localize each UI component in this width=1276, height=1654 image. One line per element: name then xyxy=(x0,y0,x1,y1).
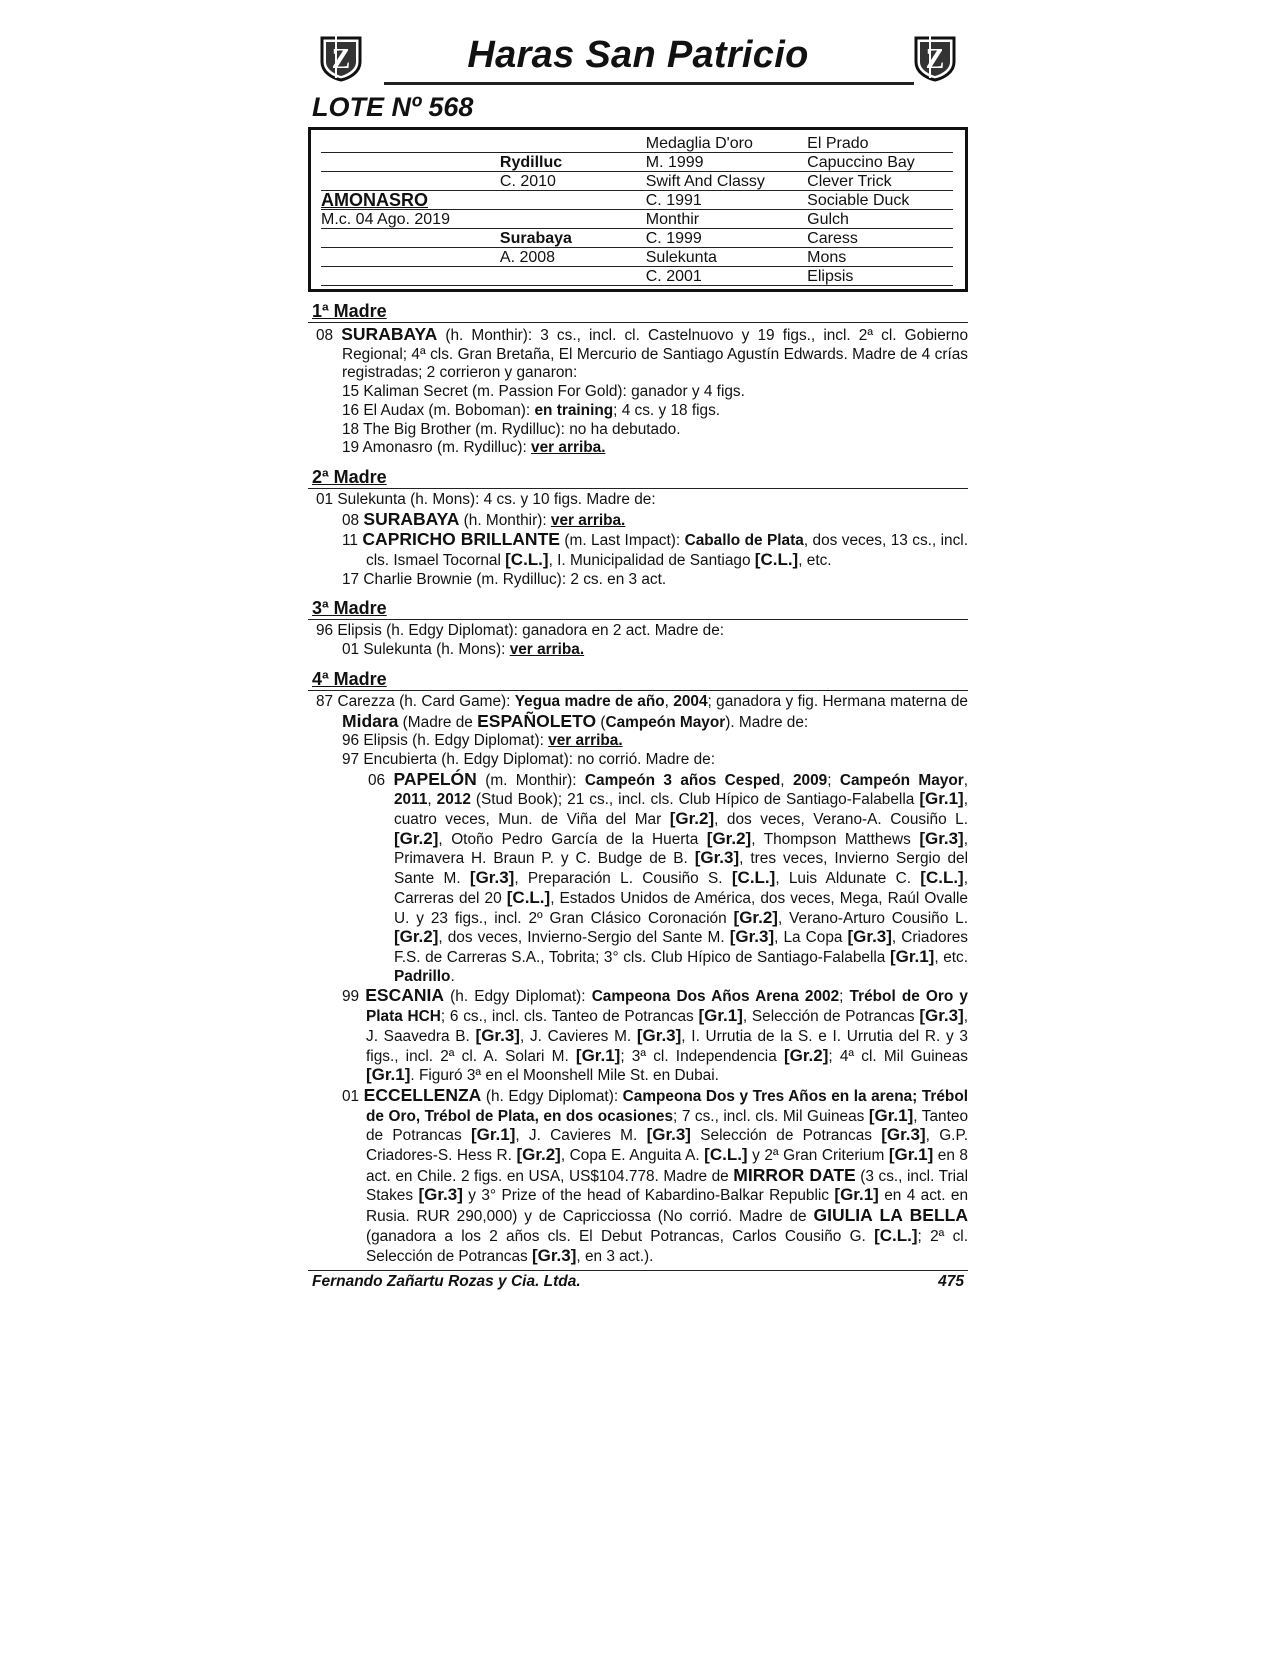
produce-entry: 17 Charlie Brownie (m. Rydilluc): 2 cs. en 3 act. xyxy=(342,570,667,588)
pedigree-cell: C. 2010 xyxy=(500,172,646,191)
pedigree-cell xyxy=(500,210,646,229)
pedigree-cell: Elipsis xyxy=(807,267,953,286)
pedigree-cell: El Prado xyxy=(807,134,953,153)
section-title: 3ª Madre xyxy=(312,598,387,619)
section-madre-1 xyxy=(308,302,968,458)
pedigree-cell: A. 2008 xyxy=(500,248,646,267)
pedigree-cell xyxy=(321,172,500,191)
section-title: 4ª Madre xyxy=(312,668,387,689)
section-madre-4 xyxy=(308,670,968,1266)
produce-entry: 99 ESCANIA (h. Edgy Diplomat): Campeona Dos Años Arena 2002; Trébol de Oro y Plata HCH; 6 cs., incl. cls. Tanteo de Potrancas [Gr.1], Selección de Potrancas [Gr.3], J. Saavedra B. [Gr.3], J. Cavieres M. [Gr.3], I. Urrutia de la S. e I. Urrutia del R. y 3 figs., incl. 2ª cl. A. Solari M. [Gr.1]; 3ª cl. Independencia [Gr.2]; 4ª cl. Mil Guineas [Gr.1]. Figuró 3ª en el Moonshell Mile St. en Dubai. xyxy=(342,985,969,1085)
section-title: 1ª Madre xyxy=(312,301,387,321)
pedigree-row xyxy=(321,191,953,210)
produce-entry: 18 The Big Brother (m. Rydilluc): no ha debutado. xyxy=(342,420,681,438)
pedigree-cell: Monthir xyxy=(646,210,807,229)
pedigree-cell xyxy=(321,153,500,172)
pedigree-cell: Clever Trick xyxy=(807,172,953,191)
catalog-page xyxy=(308,28,968,1291)
pedigree-cell: Caress xyxy=(807,229,953,248)
horse-name: AMONASRO xyxy=(321,191,500,210)
pedigree-cell: Medaglia D'oro xyxy=(646,134,807,153)
pedigree-cell xyxy=(500,267,646,286)
section-madre-3 xyxy=(308,599,968,659)
pedigree-cell: Mons xyxy=(807,248,953,267)
produce-entry: 06 PAPELÓN (m. Monthir): Campeón 3 años Cesped, 2009; Campeón Mayor, 2011, 2012 (Stud Book); 21 cs., incl. cls. Club Hípico de Santiago-Falabella [Gr.1], cuatro veces, Mun. de Viña del Mar [Gr.2], dos veces, Verano-A. Cousiño L. [Gr.2], Otoño Pedro García de la Huerta [Gr.2], Thompson Matthews [Gr.3], Primavera H. Braun P. y C. Budge de B. [Gr.3], tres veces, Invierno Sergio del Sante M. [Gr.3], Preparación L. Cousiño S. [C.L.], Luis Aldunate C. [C.L.], Carreras del 20 [C.L.], Estados Unidos de América, dos veces, Mega, Raúl Ovalle U. y 23 figs., incl. 2º Gran Clásico Coronación [Gr.2], Verano-Arturo Cousiño L. [Gr.2], dos veces, Invierno-Sergio del Sante M. [Gr.3], La Copa [Gr.3], Criadores F.S. de Carreras S.A., Tobrita; 3° cls. Club Hípico de Santiago-Falabella [Gr.1], etc. Padrillo. xyxy=(368,768,969,985)
pedigree-cell: Capuccino Bay xyxy=(807,153,953,172)
horse-birth: M.c. 04 Ago. 2019 xyxy=(321,210,500,229)
pedigree-row xyxy=(321,248,953,267)
pedigree-row xyxy=(321,134,953,153)
pedigree-cell xyxy=(321,134,500,153)
section-madre-2 xyxy=(308,468,968,590)
dam-name: Surabaya xyxy=(500,229,646,248)
pedigree-cell xyxy=(500,191,646,210)
sire-name: Rydilluc xyxy=(500,153,646,172)
produce-entry: 11 CAPRICHO BRILLANTE (m. Last Impact): Caballo de Plata, dos veces, 13 cs., incl. cls. Ismael Tocornal [C.L.], I. Municipalidad de Santiago [C.L.], etc. xyxy=(342,529,968,570)
section-divider xyxy=(308,322,968,323)
pedigree-cell xyxy=(321,248,500,267)
dam-entry: 96 Elipsis (h. Edgy Diplomat): ganadora en 2 act. Madre de: xyxy=(316,622,725,640)
section-title: 2ª Madre xyxy=(312,466,387,487)
produce-entry: 97 Encubierta (h. Edgy Diplomat): no corrió. Madre de: xyxy=(342,750,715,768)
lot-number: LOTE Nº 568 xyxy=(312,92,474,122)
dam-entry: 01 Sulekunta (h. Mons): 4 cs. y 10 figs. Madre de: xyxy=(316,490,656,508)
page-footer xyxy=(308,1271,968,1291)
dam-entry: 08 SURABAYA (h. Monthir): 3 cs., incl. cl. Castelnuovo y 19 figs., incl. 2ª cl. Gobierno Regional; 4ª cls. Gran Bretaña, El Mercurio de Santiago Agustín Edwards. Madre de 4 crías registradas; 2 corrieron y ganaron: xyxy=(316,324,968,382)
produce-entry: 01 Sulekunta (h. Mons): ver arriba. xyxy=(342,641,585,659)
section-divider xyxy=(308,488,968,489)
pedigree-row xyxy=(321,210,953,229)
section-divider xyxy=(308,619,968,620)
pedigree-cell xyxy=(321,267,500,286)
produce-entry: 01 ECCELLENZA (h. Edgy Diplomat): Campeona Dos y Tres Años en la arena; Trébol de Oro, Trébol de Plata, en dos ocasiones; 7 cs., incl. cls. Mil Guineas [Gr.1], Tanteo de Potrancas [Gr.1], J. Cavieres M. [Gr.3] Selección de Potrancas [Gr.3], G.P. Criadores-S. Hess R. [Gr.2], Copa E. Anguita A. [C.L.] y 2ª Gran Criterium [Gr.1] en 8 act. en Chile. 2 figs. en USA, US$104.778. Madre de MIRROR DATE (3 cs., incl. Trial Stakes [Gr.3] y 3° Prize of the head of Kabardino-Balkar Republic [Gr.1] en 4 act. en Rusia. RUR 290,000) y de Capricciossa (No corrió. Madre de GIULIA LA BELLA (ganadora a los 2 años cls. El Debut Potrancas, Carlos Cousiño G. [C.L.]; 2ª cl. Selección de Potrancas [Gr.3], en 3 act.). xyxy=(342,1084,969,1265)
pedigree-cell: Swift And Classy xyxy=(646,172,807,191)
pedigree-cell: C. 2001 xyxy=(646,267,807,286)
page-header xyxy=(308,28,968,86)
pedigree-cell: C. 1999 xyxy=(646,229,807,248)
produce-entry: 19 Amonasro (m. Rydilluc): ver arriba. xyxy=(342,439,606,457)
svg-text:Z: Z xyxy=(331,44,351,75)
pedigree-cell: Gulch xyxy=(807,210,953,229)
section-divider xyxy=(308,690,968,691)
page-title: Haras San Patricio xyxy=(467,34,809,76)
dam-entry: 87 Carezza (h. Card Game): Yegua madre de año, 2004; ganadora y fig. Hermana materna de Midara (Madre de ESPAÑOLETO (Campeón Mayor). Madre de: xyxy=(316,692,968,731)
pedigree-cell: Sociable Duck xyxy=(807,191,953,210)
produce-entry: 08 SURABAYA (h. Monthir): ver arriba. xyxy=(342,508,626,529)
produce-entry: 15 Kaliman Secret (m. Passion For Gold): ganador y 4 figs. xyxy=(342,383,745,401)
pedigree-row xyxy=(321,172,953,191)
svg-text:Z: Z xyxy=(925,44,945,75)
pedigree-cell: Sulekunta xyxy=(646,248,807,267)
produce-entry: 96 Elipsis (h. Edgy Diplomat): ver arriba. xyxy=(342,732,623,750)
pedigree-cell xyxy=(321,229,500,248)
page-number: 475 xyxy=(938,1273,964,1291)
haras-logo-icon xyxy=(910,32,960,82)
produce-entry: 16 El Audax (m. Boboman): en training; 4 cs. y 18 figs. xyxy=(342,401,721,419)
footer-company: Fernando Zañartu Rozas y Cia. Ltda. xyxy=(312,1273,581,1291)
pedigree-cell: C. 1991 xyxy=(646,191,807,210)
pedigree-row xyxy=(321,229,953,248)
pedigree-table xyxy=(308,127,968,292)
pedigree-cell xyxy=(500,134,646,153)
pedigree-row xyxy=(321,153,953,172)
header-divider xyxy=(384,82,914,85)
pedigree-cell: M. 1999 xyxy=(646,153,807,172)
pedigree-row xyxy=(321,267,953,286)
